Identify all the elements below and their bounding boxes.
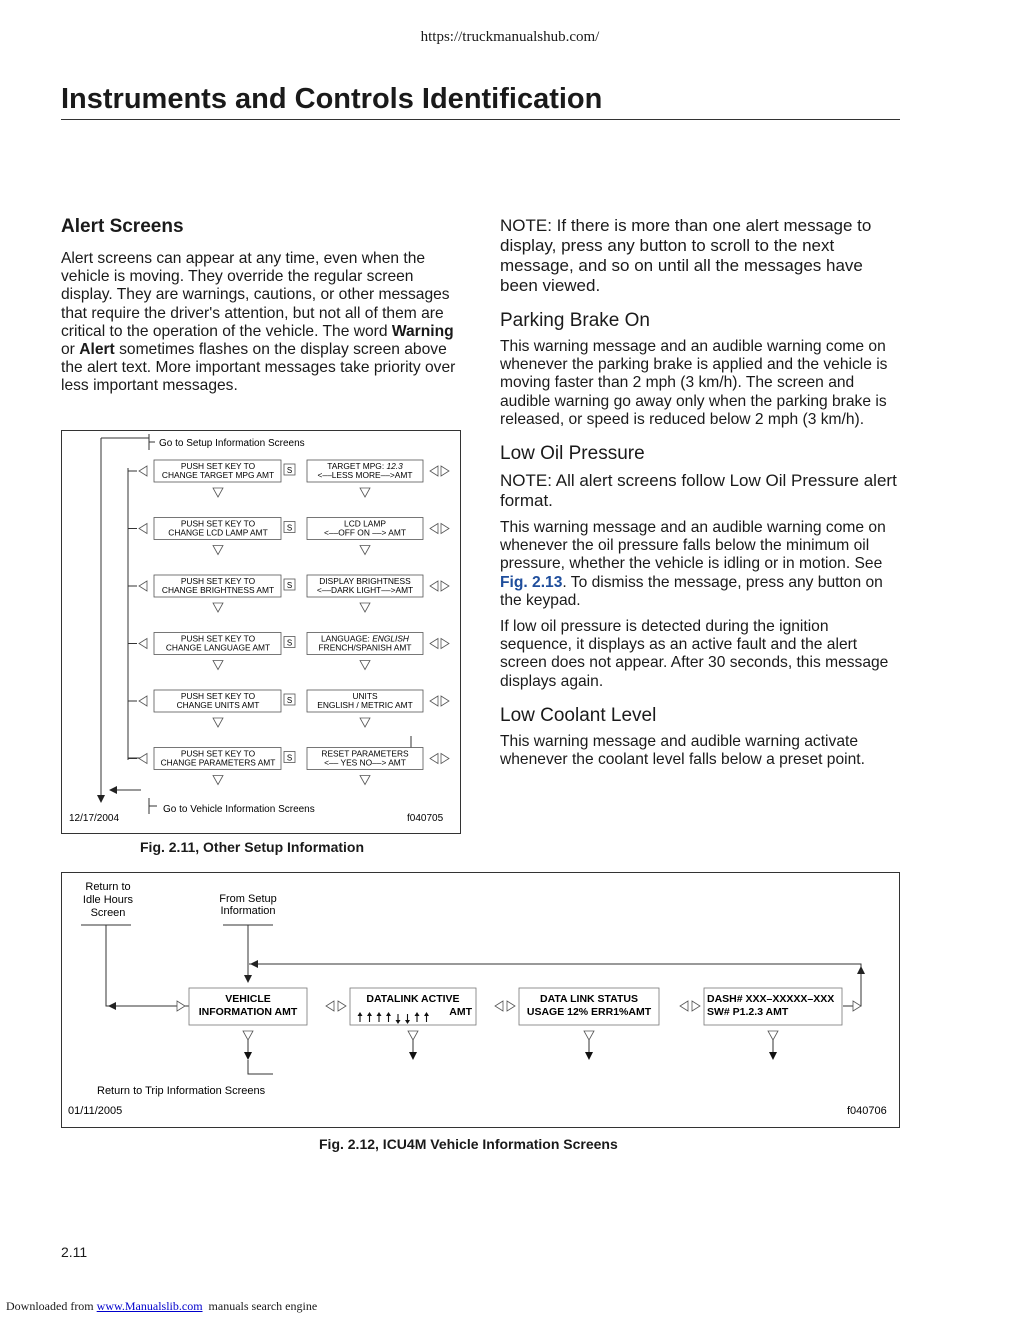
fig-2-11-caption: Fig. 2.11, Other Setup Information (140, 839, 365, 855)
prompt-line-2: CHANGE TARGET MPG AMT (161, 470, 275, 480)
alert-text-2: sometimes flashes on the display screen above the alert text. More important messages take priority over less important messages. (61, 341, 456, 395)
screen-left-arrow-icon (177, 1001, 185, 1011)
prompt-line-2: CHANGE PARAMETERS AMT (160, 757, 276, 768)
warning-word: Warning (391, 322, 454, 340)
option-line-2: <––DARK LIGHT––>AMT (316, 585, 414, 595)
setup-row (128, 518, 449, 555)
scroll-left-icon (139, 696, 147, 706)
option-right-icon (441, 524, 449, 534)
option-line-1: LCD LAMP (344, 518, 386, 529)
low-oil-text (500, 519, 900, 610)
screen-down-arrow-icon (585, 1052, 593, 1060)
set-key-label: S (286, 638, 293, 648)
fig-2-12-diagram (61, 872, 900, 1129)
prompt-line-1: PUSH SET KEY TO (180, 691, 256, 701)
screen-left-arrow-icon (338, 1001, 346, 1011)
option-left-icon (430, 466, 438, 476)
option-right-icon (441, 466, 449, 476)
return-trip-label: Return to Trip Information Screens (97, 1085, 266, 1097)
option-line-2: <––LESS MORE––>AMT (317, 470, 413, 480)
parking-brake-text: This warning message and an audible warning come on whenever the parking brake is applied and the vehicle is moving faster than 2 mph (3 km/h). The screen and audible warning go away only when the parking brake is released, or speed is reduced below 2 mph (3 km/h). (500, 338, 888, 428)
option-down-icon (360, 718, 370, 727)
option-left-icon (430, 639, 438, 649)
option-down-icon (360, 661, 370, 670)
credit-prefix: Downloaded from (6, 1299, 94, 1313)
option-left-icon (430, 524, 438, 534)
go-to-vehicle-label: Go to Vehicle Information Screens (163, 804, 315, 815)
low-coolant-text: This warning message and audible warning activate whenever the coolant level falls below a preset point. (500, 732, 865, 769)
screen-down-arrow-icon (409, 1052, 417, 1060)
option-line-1: DISPLAY BRIGHTNESS (319, 576, 411, 586)
setup-row (128, 575, 449, 612)
fig2-code: f040706 (847, 1105, 887, 1117)
download-credit (6, 1299, 317, 1314)
prompt-line-2: CHANGE BRIGHTNESS AMT (161, 585, 275, 595)
set-key-label: S (286, 466, 293, 475)
vehicle-screen (680, 988, 842, 1060)
manualslib-link[interactable]: www.Manualslib.com (96, 1299, 203, 1313)
option-down-icon (360, 546, 370, 555)
set-key-label: S (286, 696, 293, 705)
alert-screens-heading: Alert Screens (61, 216, 184, 237)
prompt-line-2: CHANGE LANGUAGE AMT (165, 642, 271, 653)
prompt-line-2: CHANGE LCD LAMP AMT (168, 527, 268, 538)
option-line-2: <––OFF ON ––> AMT (324, 527, 406, 538)
page-title: Instruments and Controls Identification (61, 83, 603, 115)
prompt-down-icon (213, 776, 223, 785)
option-down-icon (360, 603, 370, 612)
screen-down-icon (408, 1031, 418, 1040)
alert-screens-paragraph (61, 250, 461, 396)
return-idle-line-1: Return to (85, 881, 131, 893)
fig-2-11-diagram (61, 430, 461, 834)
screen-down-icon (243, 1031, 253, 1040)
option-left-icon (430, 696, 438, 706)
prompt-line-1: PUSH SET KEY TO (180, 633, 256, 644)
scroll-left-icon (139, 524, 147, 534)
screen-left-arrow-icon (507, 1001, 515, 1011)
fig-2-13-link[interactable]: Fig. 2.13 (500, 573, 563, 591)
screen-down-arrow-icon (769, 1052, 777, 1060)
set-key-label: S (286, 581, 293, 590)
scroll-left-icon (139, 581, 147, 591)
setup-row (128, 748, 449, 785)
low-oil-ignition-text: If low oil pressure is detected during the ignition sequence, it displays as an active fault and the alert screen does not appear. After 30 seconds, this message displays again. (500, 618, 889, 690)
screen-right-arrow-icon (326, 1001, 334, 1011)
option-line-1: LANGUAGE: ENGLISH (321, 633, 409, 644)
screen-line-1: DASH# XXX–XXXXX–XXX (707, 993, 835, 1005)
option-right-icon (441, 639, 449, 649)
alert-word: Alert (79, 341, 115, 359)
fig-2-12-caption: Fig. 2.12, ICU4M Vehicle Information Screens (319, 1136, 618, 1152)
title-rule (61, 119, 900, 120)
screen-line-2: INFORMATION AMT (198, 1006, 298, 1018)
screen-down-icon (768, 1031, 778, 1040)
from-setup-line-2: Information (220, 905, 276, 917)
option-right-icon (441, 581, 449, 591)
option-right-icon (441, 696, 449, 706)
setup-row (128, 460, 449, 497)
screen-down-arrow-icon (244, 1052, 252, 1060)
credit-suffix: manuals search engine (208, 1299, 318, 1313)
prompt-down-icon (213, 546, 223, 555)
option-value: ENGLISH (372, 633, 409, 644)
vehicle-screen (326, 988, 476, 1060)
go-to-setup-label: Go to Setup Information Screens (159, 438, 305, 449)
return-idle-line-2: Idle Hours (82, 894, 134, 906)
scroll-left-icon (139, 754, 147, 764)
screen-line-2: USAGE 12% ERR1%AMT (526, 1006, 652, 1018)
option-down-icon (360, 776, 370, 785)
last-screen-right-icon (853, 1001, 861, 1011)
set-key-label: S (286, 753, 293, 763)
from-setup-line (223, 925, 273, 964)
return-idle-line (81, 925, 189, 1006)
vehicle-screen (177, 988, 307, 1060)
return-trip-line (248, 1060, 273, 1074)
prompt-line-1: PUSH SET KEY TO (180, 518, 256, 529)
option-value: 12.3 (386, 461, 403, 471)
screen-line-1: VEHICLE (225, 993, 271, 1005)
option-left-icon (430, 581, 438, 591)
vehicle-screen (495, 988, 659, 1060)
screen-right-arrow-icon (495, 1001, 503, 1011)
screen-right-arrow-icon (680, 1001, 688, 1011)
option-left-icon (430, 754, 438, 764)
right-column (500, 216, 900, 777)
set-key-label: S (286, 523, 293, 533)
option-down-icon (360, 488, 370, 497)
left-column (61, 216, 461, 404)
fig1-code: f040705 (407, 813, 444, 824)
scroll-note: NOTE: If there is more than one alert message to display, press any button to scroll to the next message, and so on until all the messages have been viewed. (500, 216, 872, 295)
fig1-date: 12/17/2004 (69, 813, 120, 824)
option-line-2: ENGLISH / METRIC AMT (317, 700, 413, 710)
prompt-down-icon (213, 603, 223, 612)
prompt-down-icon (213, 661, 223, 670)
option-line-2: <–– YES NO––> AMT (324, 757, 406, 768)
low-oil-text-2: . To dismiss the message, press any button on the keypad. (500, 573, 883, 609)
screen-left-arrow-icon (692, 1001, 700, 1011)
option-line-1: TARGET MPG: 12.3 (327, 461, 403, 471)
setup-row (128, 690, 449, 727)
prompt-line-1: PUSH SET KEY TO (180, 576, 256, 586)
low-coolant-heading: Low Coolant Level (500, 704, 657, 726)
top-bracket (101, 434, 155, 450)
prompt-line-2: CHANGE UNITS AMT (176, 700, 260, 710)
prompt-line-1: PUSH SET KEY TO (180, 461, 256, 471)
vehicle-info-screens (177, 988, 861, 1074)
return-idle-line-3: Screen (90, 907, 126, 919)
option-right-icon (441, 754, 449, 764)
scroll-left-icon (139, 466, 147, 476)
alert-text-1: Alert screens can appear at any time, even when the vehicle is moving. They override the regular screen display. They are warnings, cautions, or other messages that require the driver's attention, but not all of them are critical to the operation of the vehicle. The (61, 250, 450, 340)
screen-line-2: SW# P1.2.3 AMT (707, 1006, 789, 1018)
source-url: https://truckmanualshub.com/ (420, 29, 600, 45)
low-oil-note: NOTE: All alert screens follow Low Oil Pressure alert format. (500, 471, 897, 511)
prompt-down-icon (213, 488, 223, 497)
alert-text-word: word (353, 322, 388, 340)
setup-row (128, 633, 449, 670)
figure-border (62, 431, 461, 834)
scroll-left-icon (139, 639, 147, 649)
parking-brake-heading: Parking Brake On (500, 310, 650, 331)
prompt-down-icon (213, 718, 223, 727)
option-line-1: UNITS (352, 691, 378, 701)
alert-text-or: or (61, 341, 75, 359)
option-line-2: FRENCH/SPANISH AMT (318, 642, 412, 653)
screen-line-2: AMT (449, 1006, 472, 1018)
screen-down-icon (584, 1031, 594, 1040)
from-setup-line-1: From Setup (219, 893, 277, 905)
fig2-date: 01/11/2005 (68, 1105, 123, 1117)
bottom-bracket (149, 798, 157, 814)
low-oil-text-1: This warning message and an audible warning come on whenever the oil pressure falls below the minimum oil pressure, whether the vehicle is idling or in motion. See (500, 519, 886, 573)
screen-line-1: DATALINK ACTIVE (366, 993, 460, 1005)
option-line-1: RESET PARAMETERS (321, 748, 409, 759)
prompt-line-1: PUSH SET KEY TO (180, 748, 256, 759)
setup-rows (128, 460, 449, 785)
low-oil-heading: Low Oil Pressure (500, 443, 645, 465)
page-number: 2.11 (61, 1244, 88, 1260)
screen-line-1: DATA LINK STATUS (540, 993, 638, 1005)
